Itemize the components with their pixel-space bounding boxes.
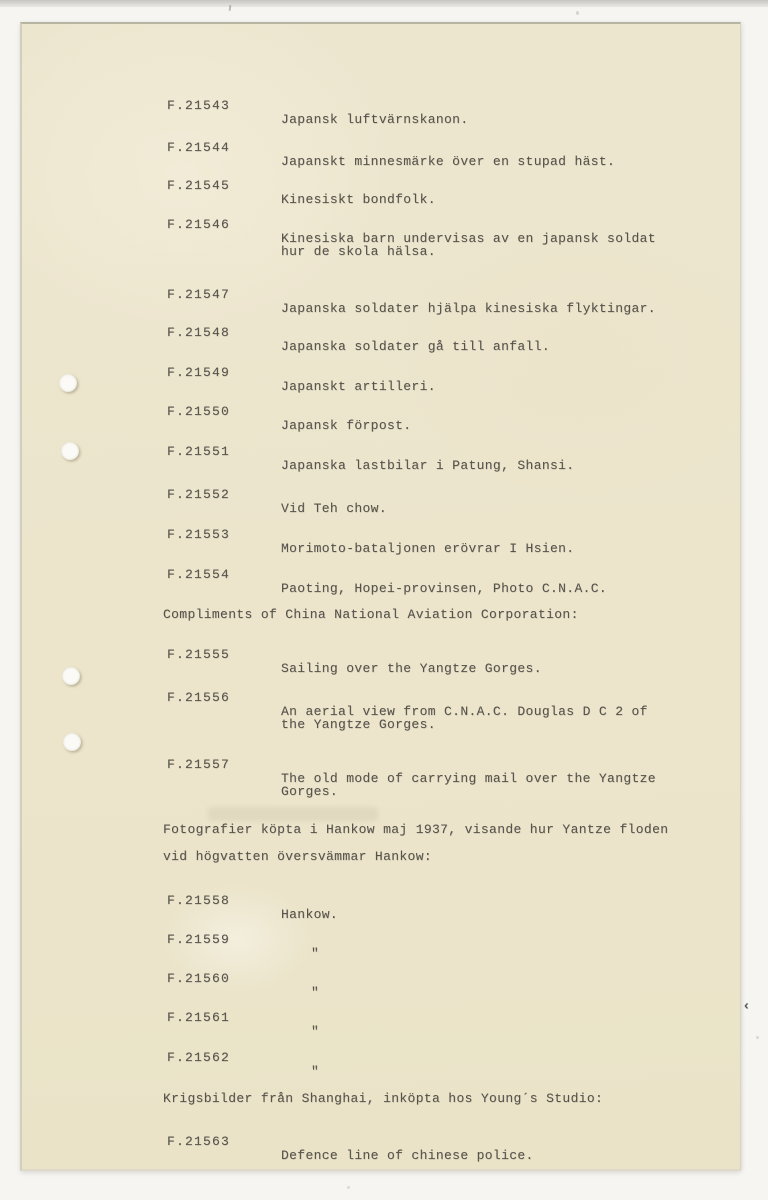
scan-speck	[229, 5, 232, 11]
catalog-number: F.21561	[167, 1010, 231, 1025]
catalog-number: F.21548	[167, 325, 231, 340]
catalog-entry	[22, 880, 743, 922]
catalog-entry	[22, 919, 743, 961]
catalog-entry-continuation	[22, 771, 743, 799]
entry-description: Japanska soldater gå till anfall.	[281, 339, 550, 354]
catalog-number: F.21555	[167, 647, 231, 662]
catalog-number: F.21553	[167, 527, 231, 542]
catalog-number: F.21544	[167, 140, 231, 155]
catalog-entry	[22, 127, 743, 169]
scan-speck	[756, 1036, 759, 1039]
entry-description: The old mode of carrying mail over the Yangtze	[281, 771, 656, 786]
section-heading-row	[22, 836, 743, 864]
entry-description: Japanska soldater hjälpa kinesiska flyktingar.	[281, 301, 656, 316]
catalog-number: F.21546	[167, 217, 231, 232]
scan-speck	[576, 11, 579, 15]
catalog-entry	[22, 391, 743, 433]
catalog-number: F.21562	[167, 1050, 231, 1065]
catalog-entry	[22, 474, 743, 516]
catalog-entry	[22, 554, 743, 596]
section-heading: Fotografier köpta i Hankow maj 1937, visande hur Yantze floden	[163, 822, 669, 837]
catalog-number: F.21563	[167, 1134, 231, 1149]
section-heading: vid högvatten översvämmar Hankow:	[163, 849, 432, 864]
catalog-entry	[22, 85, 743, 127]
ditto-mark: "	[311, 985, 320, 1000]
catalog-entry-continuation	[22, 704, 743, 732]
entry-description: Japanskt minnesmärke över en stupad häst.	[281, 154, 616, 169]
catalog-entry	[22, 1037, 743, 1079]
catalog-number: F.21554	[167, 567, 231, 582]
catalog-entry	[22, 958, 743, 1000]
entry-description: Vid Teh chow.	[281, 501, 387, 516]
scan-speck	[347, 1186, 350, 1189]
catalog-entry	[22, 1121, 743, 1163]
entry-description: Gorges.	[281, 784, 339, 799]
entry-description: Hankow.	[281, 907, 339, 922]
margin-crescent-mark: ‹	[742, 999, 752, 1014]
entry-description: Kinesiska barn undervisas av en japansk soldat	[281, 231, 656, 246]
catalog-number: F.21543	[167, 98, 231, 113]
catalog-number: F.21556	[167, 690, 231, 705]
entry-description: hur de skola hälsa.	[281, 244, 436, 259]
section-heading: Krigsbilder från Shanghai, inköpta hos Young´s Studio:	[163, 1091, 604, 1106]
catalog-number: F.21552	[167, 487, 231, 502]
catalog-entry	[22, 352, 743, 394]
entry-description: An aerial view from C.N.A.C. Douglas D C 2 of	[281, 704, 648, 719]
section-heading: Compliments of China National Aviation Corporation:	[163, 607, 579, 622]
catalog-entry	[22, 677, 743, 719]
catalog-number: F.21550	[167, 404, 231, 419]
catalog-entry	[22, 997, 743, 1039]
section-heading-row	[22, 594, 743, 622]
catalog-entry	[22, 204, 743, 246]
catalog-number: F.21545	[167, 178, 231, 193]
catalog-entry	[22, 744, 743, 786]
catalog-entry	[22, 634, 743, 676]
catalog-number: F.21558	[167, 893, 231, 908]
catalog-number: F.21560	[167, 971, 231, 986]
scanner-edge-strip	[0, 0, 768, 7]
catalog-number: F.21551	[167, 444, 231, 459]
catalog-entry-continuation	[22, 231, 743, 259]
entry-description: Paoting, Hopei-provinsen, Photo C.N.A.C.	[281, 581, 608, 596]
entry-description: Kinesiskt bondfolk.	[281, 192, 436, 207]
entry-description: Japansk luftvärnskanon.	[281, 112, 469, 127]
entry-description: Japanska lastbilar i Patung, Shansi.	[281, 458, 575, 473]
ditto-mark: "	[311, 1064, 320, 1079]
entry-description: Japansk förpost.	[281, 418, 412, 433]
ditto-mark: "	[311, 1024, 320, 1039]
paper-sheet	[20, 22, 741, 1171]
ditto-mark: "	[311, 946, 320, 961]
catalog-entry	[22, 274, 743, 316]
catalog-entry	[22, 312, 743, 354]
catalog-entry	[22, 514, 743, 556]
catalog-entry	[22, 431, 743, 473]
catalog-number: F.21549	[167, 365, 231, 380]
entry-description: the Yangtze Gorges.	[281, 717, 436, 732]
catalog-number: F.21547	[167, 287, 231, 302]
entry-description: Japanskt artilleri.	[281, 379, 436, 394]
entry-description: Defence line of chinese police.	[281, 1148, 534, 1163]
section-heading-row	[22, 809, 743, 837]
catalog-number: F.21557	[167, 757, 231, 772]
section-heading-row	[22, 1078, 743, 1106]
catalog-entry	[22, 165, 743, 207]
catalog-number: F.21559	[167, 932, 231, 947]
entry-description: Sailing over the Yangtze Gorges.	[281, 661, 542, 676]
entry-description: Morimoto-bataljonen erövrar I Hsien.	[281, 541, 575, 556]
